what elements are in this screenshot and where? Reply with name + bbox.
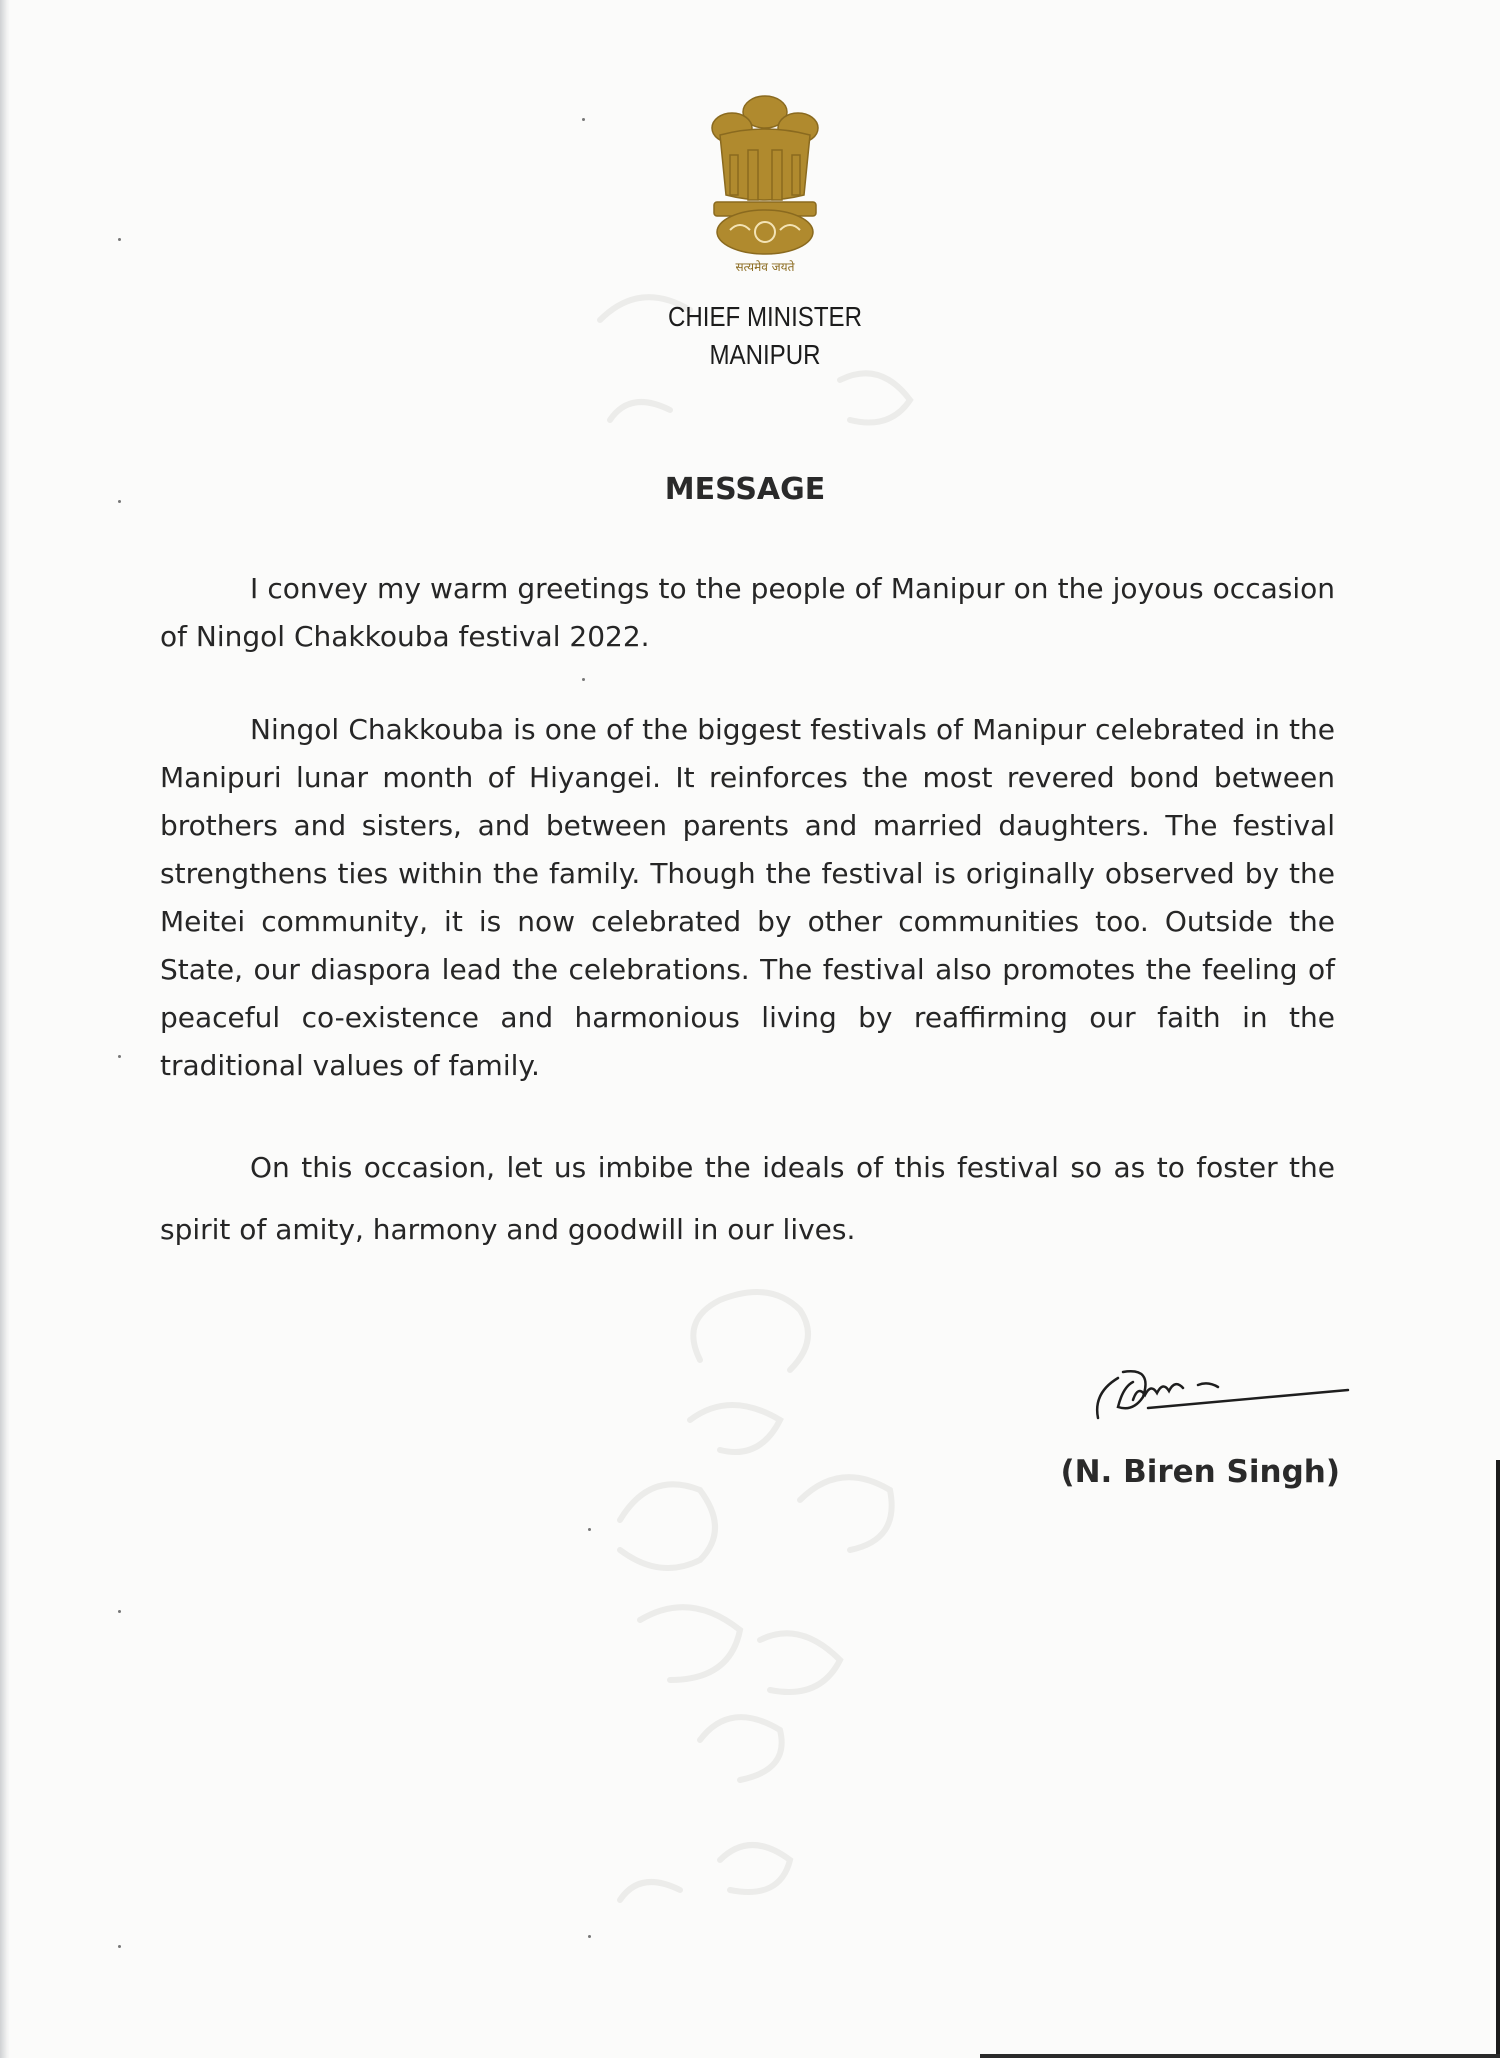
speck xyxy=(582,678,585,681)
emblem-motto: सत्यमेव जयते xyxy=(735,260,795,274)
message-paragraph-2: Ningol Chakkouba is one of the biggest festivals of Manipur celebrated in the Manipuri lunar month of Hiyangei. It reinforces the most revered bond between brothers and sisters, and between parents and married daughters. The festival strengthens ties within the family. Though the festival is originally observed by the Meitei community, it is now celebrated by other communities too. Outside the State, our diaspora lead the celebrations. The festival also promotes the feeling of peaceful co-existence and harmonious living by reaffirming our faith in the traditional values of family. xyxy=(160,713,1335,1082)
office-line-2: MANIPUR xyxy=(709,339,821,370)
signatory-name: (N. Biren Singh) xyxy=(1060,1454,1340,1490)
speck xyxy=(118,1610,121,1613)
signature-icon xyxy=(1078,1360,1378,1440)
page-edge-right xyxy=(1496,1460,1500,2058)
speck xyxy=(588,1528,591,1531)
office-line-1: CHIEF MINISTER xyxy=(668,301,862,332)
message-paragraph-1: I convey my warm greetings to the people of Manipur on the joyous occasion of Ningol Chakkouba festival 2022. xyxy=(160,572,1335,653)
speck xyxy=(118,1945,121,1948)
message-paragraph-3: On this occasion, let us imbibe the ideals of this festival so as to foster the spirit of amity, harmony and goodwill in our lives. xyxy=(160,1151,1335,1246)
speck xyxy=(582,118,585,121)
page-edge-shadow xyxy=(0,0,10,2058)
office-title xyxy=(606,298,924,374)
page-edge-bottom xyxy=(980,2054,1500,2058)
speck xyxy=(118,500,121,503)
speck xyxy=(588,1935,591,1938)
speck xyxy=(118,238,121,241)
speck xyxy=(118,1055,121,1058)
message-heading: MESSAGE xyxy=(664,472,826,507)
